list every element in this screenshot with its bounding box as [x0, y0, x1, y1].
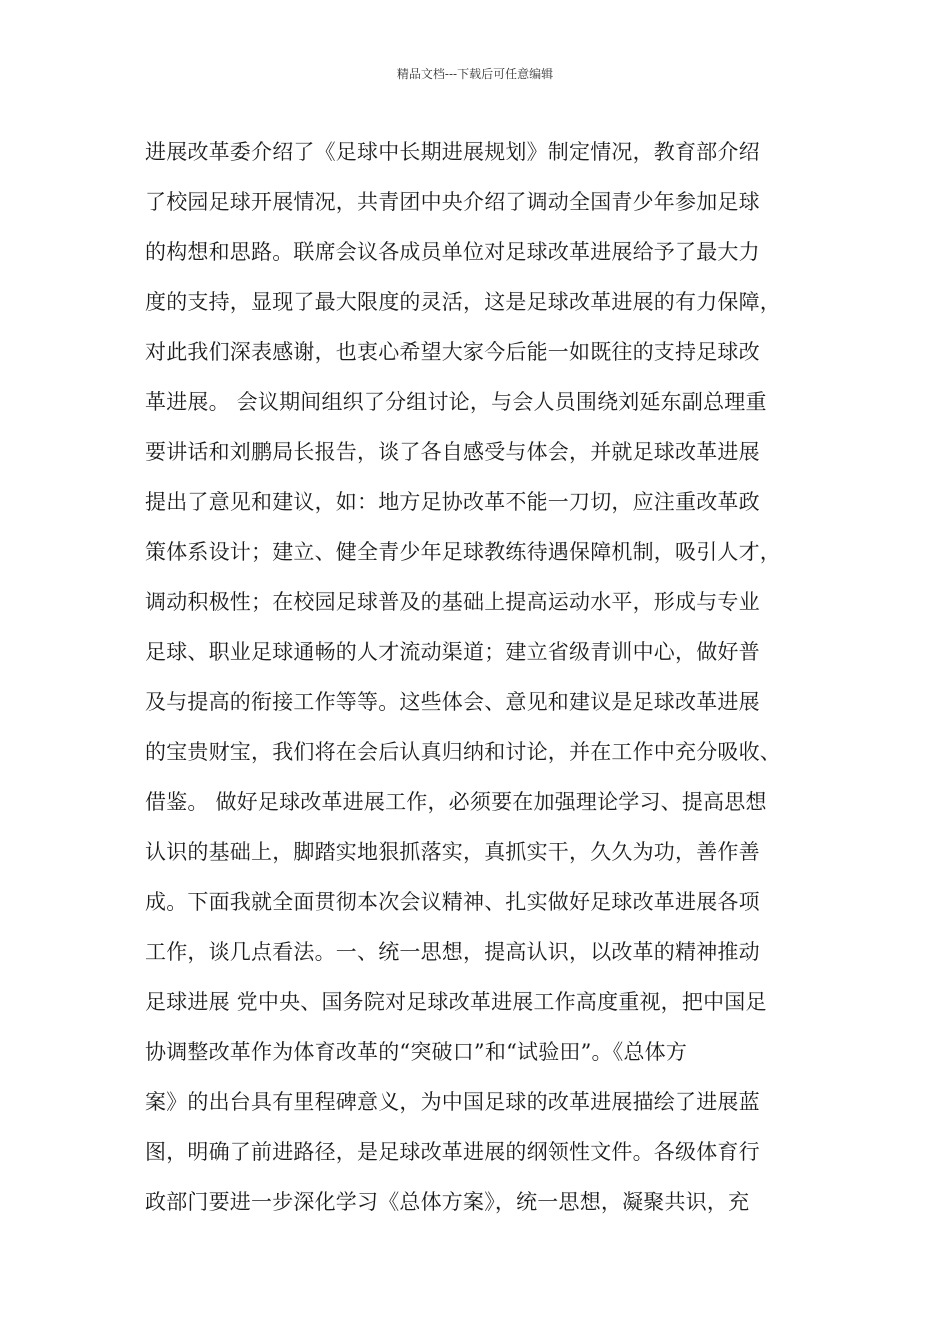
text-line: 成。下面我就全面贯彻本次会议精神、扎实做好足球改革进展各项 — [145, 890, 760, 914]
text-line: 足球、职业足球通畅的人才流动渠道；建立省级青训中心，做好普 — [145, 640, 760, 664]
document-body — [145, 132, 815, 1232]
text-line: 案》的出台具有里程碑意义，为中国足球的改革进展描绘了进展蓝 — [145, 1090, 760, 1114]
text-line: 提出了意见和建议，如：地方足协改革不能一刀切，应注重改革政 — [145, 490, 760, 514]
text-line: 的宝贵财宝，我们将在会后认真归纳和讨论，并在工作中充分吸收、 — [145, 740, 781, 764]
text-line: 策体系设计；建立、健全青少年足球教练待遇保障机制，吸引人才， — [145, 540, 781, 564]
text-line: 革进展。 会议期间组织了分组讨论，与会人员围绕刘延东副总理重 — [145, 390, 767, 414]
text-line: 借鉴。 做好足球改革进展工作，必须要在加强理论学习、提高思想 — [145, 790, 767, 814]
text-line: 协调整改革作为体育改革的“突破口”和“试验田”。《总体方 — [145, 1040, 688, 1064]
text-line: 政部门要进一步深化学习《总体方案》，统一思想，凝聚共识，充 — [145, 1190, 750, 1214]
text-line: 及与提高的衔接工作等等。这些体会、意见和建议是足球改革进展 — [145, 690, 760, 714]
text-line: 调动积极性；在校园足球普及的基础上提高运动水平，形成与专业 — [145, 590, 760, 614]
text-line: 认识的基础上，脚踏实地狠抓落实，真抓实干，久久为功，善作善 — [145, 840, 760, 864]
text-line: 度的支持，显现了最大限度的灵活，这是足球改革进展的有力保障， — [145, 290, 781, 314]
text-line: 要讲话和刘鹏局长报告，谈了各自感受与体会，并就足球改革进展 — [145, 440, 760, 464]
text-line: 工作，谈几点看法。一、统一思想，提高认识，以改革的精神推动 — [145, 940, 760, 964]
text-line: 对此我们深表感谢，也衷心希望大家今后能一如既往的支持足球改 — [145, 340, 760, 364]
text-line: 图，明确了前进路径，是足球改革进展的纲领性文件。各级体育行 — [145, 1140, 760, 1164]
text-line: 足球进展 党中央、国务院对足球改革进展工作高度重视，把中国足 — [145, 990, 767, 1014]
page-header: 精品文档---下载后可任意编辑 — [396, 67, 554, 81]
text-line: 的构想和思路。联席会议各成员单位对足球改革进展给予了最大力 — [145, 240, 760, 264]
text-line: 进展改革委介绍了《足球中长期进展规划》制定情况，教育部介绍 — [145, 140, 760, 164]
text-line: 了校园足球开展情况，共青团中央介绍了调动全国青少年参加足球 — [145, 190, 760, 214]
